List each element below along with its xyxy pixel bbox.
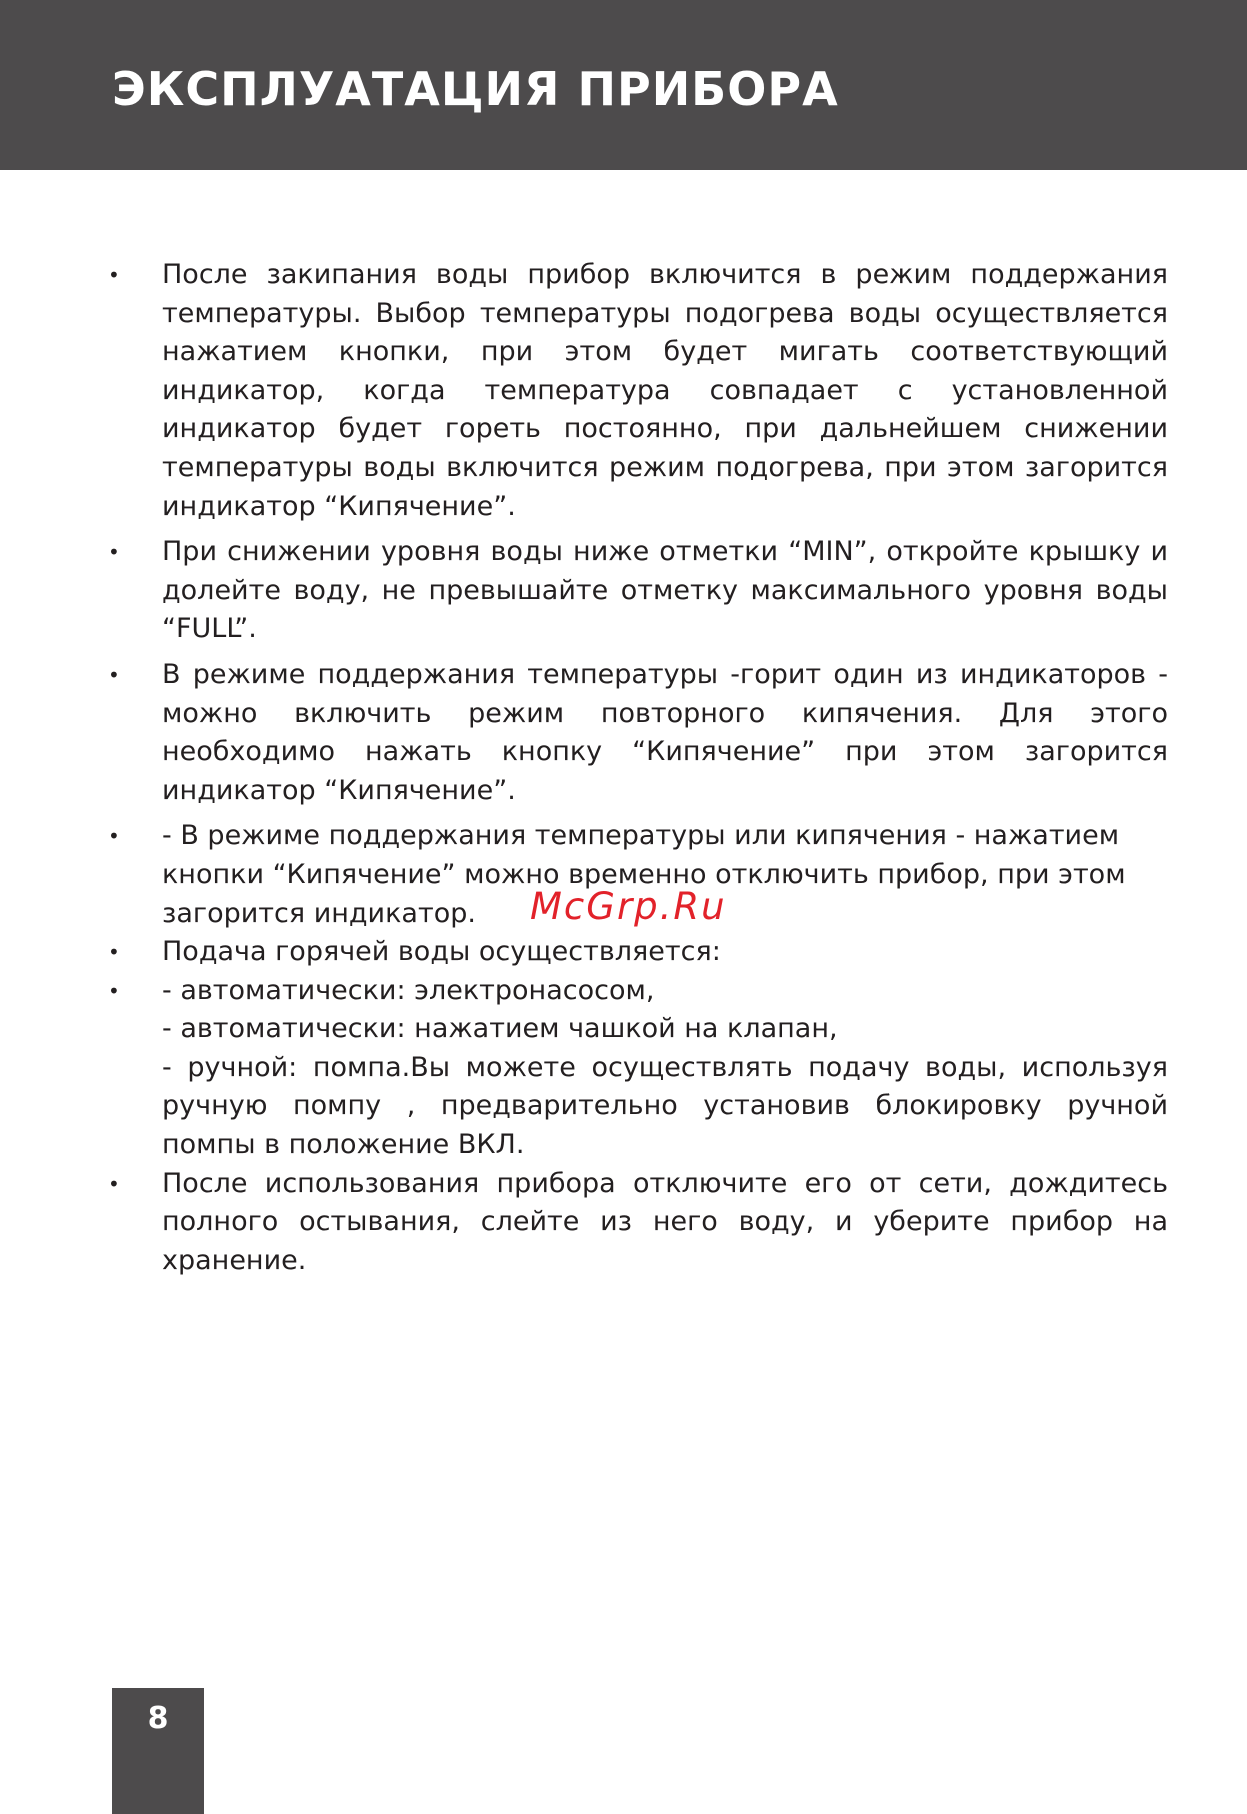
bullet-icon: • xyxy=(108,824,120,849)
list-item-text: При снижении уровня воды ниже отметки “MIN”, откройте крышку и долейте воду, не превышайте отметку максимального уровня воды “FULL”. xyxy=(162,536,1168,645)
list-item-water-supply xyxy=(108,933,1168,972)
list-item-reboil xyxy=(108,656,1168,810)
supply-method-cup: - автоматически: нажатием чашкой на клапан, xyxy=(162,1013,838,1045)
bullet-icon: • xyxy=(108,540,120,565)
list-item-text: Подача горячей воды осуществляется: xyxy=(162,936,721,968)
supply-method-manual: - ручной: помпа.Вы можете осуществлять подачу воды, используя ручную помпу , предварительно установив блокировку ручной помпы в положение ВКЛ. xyxy=(162,1051,1168,1161)
page-title: ЭКСПЛУАТАЦИЯ ПРИБОРА xyxy=(112,62,839,116)
instructions-content xyxy=(108,256,1168,1287)
list-item-text: После закипания воды прибор включится в режим поддержания температуры. Выбор температуры подогрева воды осуществляется нажатием кнопки, при этом будет мигать соответствующий индикатор, когда температура совпадает с установленной индикатор будет гореть постоянно, при дальнейшем снижении температуры воды включится режим подогрева, при этом загорится индикатор “Кипячение”. xyxy=(162,259,1168,522)
list-item-text: - В режиме поддержания температуры или кипячения - нажатием кнопки “Кипячение” можно временно отключить прибор, при этом загорится индикатор. xyxy=(162,820,1126,929)
list-item-after-use xyxy=(108,1165,1168,1281)
instructions-list xyxy=(108,256,1168,1280)
page-number-box xyxy=(112,1688,204,1814)
header-bar xyxy=(0,0,1247,170)
bullet-icon: • xyxy=(108,662,120,687)
watermark: McGrp.Ru xyxy=(530,885,727,928)
page-number: 8 xyxy=(147,1701,169,1736)
bullet-icon: • xyxy=(108,978,120,1003)
bullet-icon: • xyxy=(108,940,120,965)
list-item-text: В режиме поддержания температуры -горит один из индикаторов - можно включить режим повторного кипячения. Для этого необходимо нажать кнопку “Кипячение” при этом загорится индикатор “Кипячение”. xyxy=(162,658,1168,806)
bullet-icon: • xyxy=(108,263,120,287)
list-item-supply-methods xyxy=(108,972,1168,1165)
list-item-text: После использования прибора отключите его от сети, дождитесь полного остывания, слейте из него воду, и уберите прибор на хранение. xyxy=(162,1167,1168,1276)
list-item-heating-mode xyxy=(108,256,1168,526)
list-item-water-level xyxy=(108,533,1168,649)
supply-method-pump: - автоматически: электронасосом, xyxy=(162,974,655,1006)
bullet-icon: • xyxy=(108,1171,120,1196)
